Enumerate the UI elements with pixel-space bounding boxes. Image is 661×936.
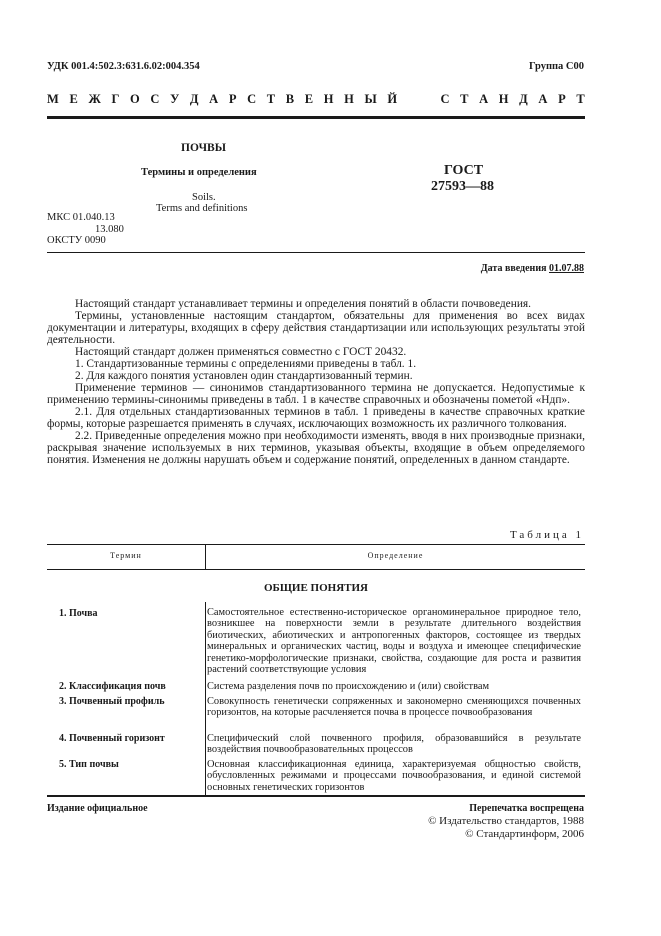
heading-letter: Д [189,92,199,106]
paragraph: 2. Для каждого понятия установлен один стандартизованный термин. [75,370,413,382]
heading-letter: Й [387,92,398,106]
paragraph: 2.2. Приведенные определения можно при необходимости изменять, вводя в них производные признаки, раскрывая значение используемых в них терминов, указывая объекты, входящие в объем определяемого понятия. Изменения не должны нарушать объем и содержание понятий, определенных в данном стандарте. [47,430,585,466]
heading-word-gap [408,92,430,107]
introduction-date-label: Дата введения [480,263,547,274]
paragraph: Настоящий стандарт устанавливает термины и определения понятий в области почвоведения. [75,298,532,310]
heading-letter: Е [304,92,314,106]
heading-letter: М [47,92,59,106]
english-title-line1: Soils. [192,192,216,203]
heading-letter: Д [519,92,528,106]
term-5: 5. Тип почвы [59,759,119,770]
heading-letter: А [479,92,489,106]
table-column-divider [205,602,206,795]
table-header-definition: Определение [367,551,424,560]
interstate-standard-heading [47,92,585,107]
heading-letter: О [130,92,140,106]
table-header-rule [47,569,585,570]
english-title-line2: Terms and definitions [156,203,248,214]
heading-letter: Т [576,92,585,106]
okstu-code: ОКСТУ 0090 [47,235,106,246]
term-1: 1. Почва [59,608,98,619]
heading-letter: В [285,92,295,106]
term-4: 4. Почвенный горизонт [59,733,165,744]
table-top-rule [47,544,585,545]
heading-letter: У [170,92,180,106]
heading-letter: А [209,92,219,106]
copyright-1: © Издательство стандартов, 1988 [428,815,584,827]
heading-letter: Т [266,92,276,106]
paragraph: Термины, установленные настоящим стандартом, обязательны для применения во всех видах документации и литературы, входящих в сферу действия стандартизации или использующих результаты этой деятельности. [47,310,585,346]
classifier-rule [47,252,585,253]
definition-3: Совокупность генетически сопряженных и закономерно сменяющихся почвенных горизонтов, на которые расчленяется почва в процессе почвообразования [207,696,581,719]
heading-letter: С [150,92,160,106]
definition-2: Система разделения почв по происхождению и (или) свойствам [207,681,490,692]
udk-code: УДК 001.4:502.3:631.6.02:004.354 [47,61,200,72]
table-caption: Таблица 1 [509,529,584,541]
official-edition: Издание официальное [47,803,148,814]
document-subtitle: Термины и определения [141,167,257,178]
table-section-title: ОБЩИЕ ПОНЯТИЯ [263,582,368,594]
introduction-date-value: 01.07.88 [549,263,584,274]
term-3: 3. Почвенный профиль [59,696,165,707]
paragraph: 1. Стандартизованные термины с определениями приведены в табл. 1. [75,358,417,370]
heading-letter: С [247,92,257,106]
mks-line1: МКС 01.040.13 [47,212,115,223]
table-bottom-rule [47,795,585,797]
heading-letter: С [440,92,450,106]
heading-letter: Н [498,92,509,106]
introduction-date [481,263,584,274]
reprint-notice: Перепечатка воспрещена [469,803,584,814]
heading-letter: Ы [364,92,377,106]
heading-letter: А [538,92,548,106]
term-2: 2. Классификация почв [59,681,166,692]
paragraph: Применение терминов — синонимов стандартизованного термина не допускается. Недопустимые к применению термины-синонимы приведены в табл. 1 в качестве справочных и обозначены пометой «Ндп». [47,382,585,406]
body-text [47,298,585,466]
heading-letter: Р [228,92,237,106]
mks-line2: 13.080 [95,223,124,235]
heading-letter: Н [344,92,354,106]
group-code: Группа С00 [528,61,584,72]
heading-letter: Р [558,92,566,106]
paragraph: 2.1. Для отдельных стандартизованных терминов в табл. 1 приведены в качестве справочных краткие формы, которые разрешается применять в случаях, исключающих возможность их различного толкования. [47,406,585,430]
heading-letter: Е [69,92,78,106]
definition-4: Специфический слой почвенного профиля, образовавшийся в результате воздействия почвообразовательных процессов [207,733,581,756]
gost-label: ГОСТ [444,163,484,178]
heading-letter: Н [323,92,334,106]
heading-letter: Т [460,92,469,106]
paragraph: Настоящий стандарт должен применяться совместно с ГОСТ 20432. [75,346,407,358]
classifier-codes [47,212,124,247]
header-rule [47,116,585,119]
document-title: ПОЧВЫ [181,142,227,154]
definition-1: Самостоятельное естественно-историческое органоминеральное природное тело, возникшее на поверхности земли в результате длительного воздействия биотических, абиотических и антропогенных факторов, состоящее из твердых минеральных и органических частиц, воды и воздуха и имеющее специфические генетико-морфологические признаки, свойства, создающие для роста и развития растений соответствующие условия [207,607,581,676]
table-header-term: Термин [110,551,142,560]
heading-letter: Ж [88,92,101,106]
definition-5: Основная классификационная единица, характеризуемая общностью свойств, обусловленных режимами и процессами почвообразования, и единой системой основных генетических горизонтов [207,759,581,793]
gost-number: 27593—88 [431,179,494,194]
heading-letter: Г [111,92,120,106]
copyright-2: © Стандартинформ, 2006 [465,828,584,840]
